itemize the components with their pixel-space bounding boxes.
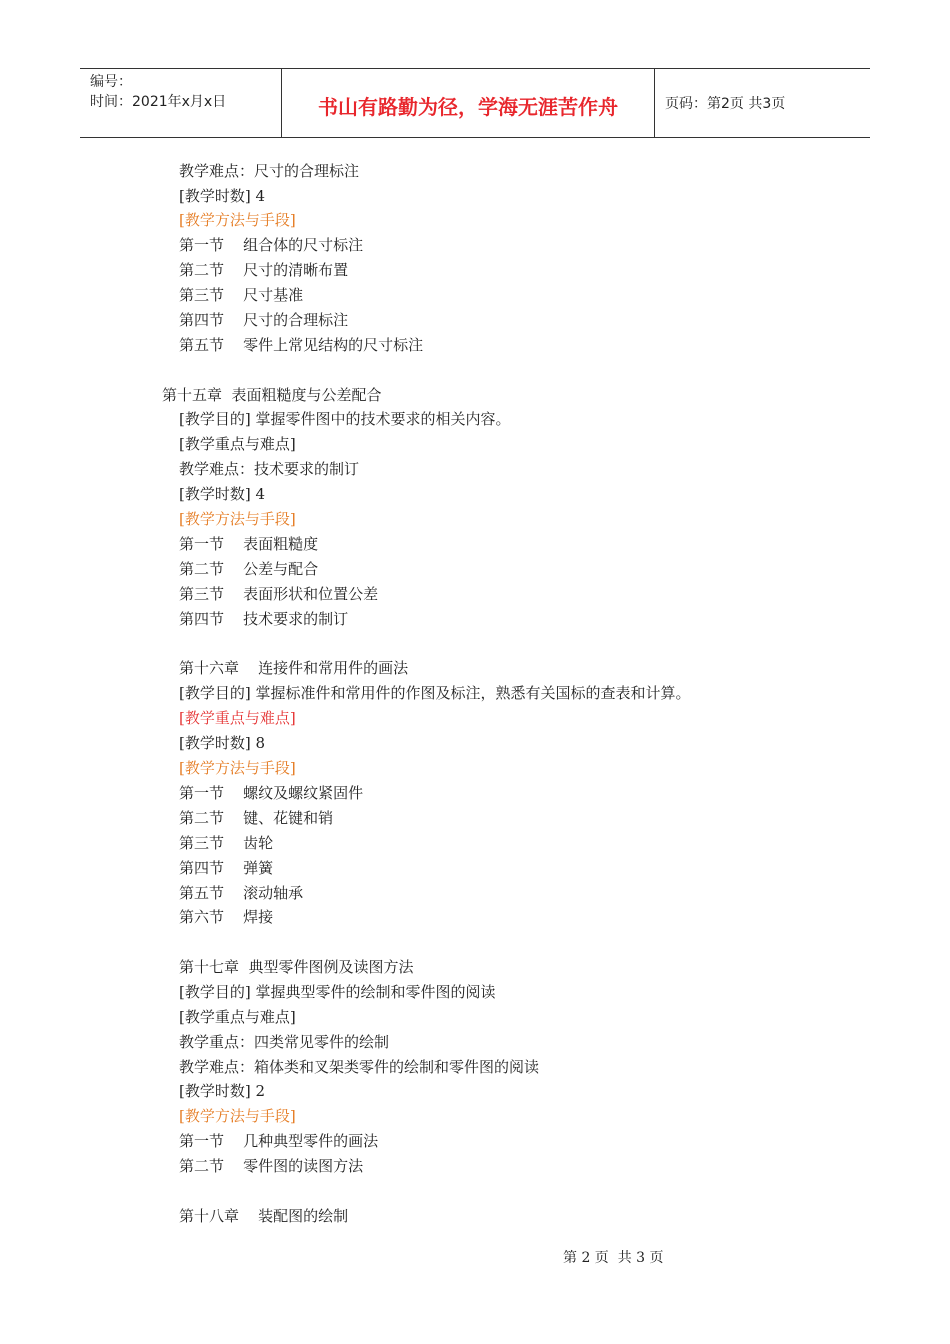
difficulty-line: 教学难点：箱体类和叉架类零件的绘制和零件图的阅读 — [179, 1058, 540, 1076]
difficulty-line: 教学难点：尺寸的合理标注 — [179, 162, 360, 180]
header-page-cell — [655, 69, 870, 137]
header-motto-cell — [282, 69, 655, 137]
objective-line: [教学目的] 掌握典型零件的绘制和零件图的阅读 — [179, 983, 496, 1001]
section-line: 第三节 表面形状和位置公差 — [179, 585, 379, 603]
hours-line: [教学时数] 2 — [179, 1082, 266, 1100]
key-points-heading: [教学重点与难点] — [179, 435, 296, 453]
section-line: 第一节 表面粗糙度 — [179, 535, 319, 553]
section-line: 第二节 公差与配合 — [179, 560, 319, 578]
objective-line: [教学目的] 掌握零件图中的技术要求的相关内容。 — [179, 410, 511, 428]
hours-line: [教学时数] 8 — [179, 734, 266, 752]
objective-line: [教学目的] 掌握标准件和常用件的作图及标注，熟悉有关国标的查表和计算。 — [179, 684, 691, 702]
chapter-15-title: 第十五章 表面粗糙度与公差配合 — [162, 386, 382, 404]
section-line: 第一节 组合体的尺寸标注 — [179, 236, 364, 254]
section-line: 第四节 尺寸的合理标注 — [179, 311, 349, 329]
methods-heading: [教学方法与手段] — [179, 510, 296, 528]
hours-line: [教学时数] 4 — [179, 187, 266, 205]
section-line: 第六节 焊接 — [179, 908, 274, 926]
methods-heading: [教学方法与手段] — [179, 1107, 296, 1125]
section-line: 第一节 几种典型零件的画法 — [179, 1132, 379, 1150]
hours-line: [教学时数] 4 — [179, 485, 266, 503]
document-number: 编号： — [90, 74, 132, 90]
header-page-number: 页码：第2页 共3页 — [665, 96, 786, 112]
section-line: 第二节 零件图的读图方法 — [179, 1157, 364, 1175]
section-line: 第三节 齿轮 — [179, 834, 274, 852]
methods-heading: [教学方法与手段] — [179, 211, 296, 229]
section-line: 第一节 螺纹及螺纹紧固件 — [179, 784, 364, 802]
page-header — [80, 68, 870, 138]
chapter-16-title: 第十六章 连接件和常用件的画法 — [179, 659, 409, 677]
section-line: 第二节 键、花键和销 — [179, 809, 334, 827]
section-line: 第五节 滚动轴承 — [179, 884, 304, 902]
page-footer: 第 2 页 共 3 页 — [563, 1250, 664, 1266]
document-time: 时间：2021年x月x日 — [90, 94, 227, 110]
key-points-heading: [教学重点与难点] — [179, 709, 296, 727]
methods-heading: [教学方法与手段] — [179, 759, 296, 777]
difficulty-line: 教学难点：技术要求的制订 — [179, 460, 360, 478]
header-meta-cell — [80, 69, 282, 137]
key-points-line: 教学重点：四类常见零件的绘制 — [179, 1033, 390, 1051]
section-line: 第三节 尺寸基准 — [179, 286, 304, 304]
section-line: 第四节 技术要求的制订 — [179, 610, 349, 628]
chapter-17-title: 第十七章 典型零件图例及读图方法 — [179, 958, 414, 976]
header-motto: 书山有路勤为径，学海无涯苦作舟 — [318, 95, 618, 119]
section-line: 第二节 尺寸的清晰布置 — [179, 261, 349, 279]
key-points-heading: [教学重点与难点] — [179, 1008, 296, 1026]
section-line: 第五节 零件上常见结构的尺寸标注 — [179, 336, 424, 354]
chapter-18-title: 第十八章 装配图的绘制 — [179, 1207, 349, 1225]
section-line: 第四节 弹簧 — [179, 859, 274, 877]
